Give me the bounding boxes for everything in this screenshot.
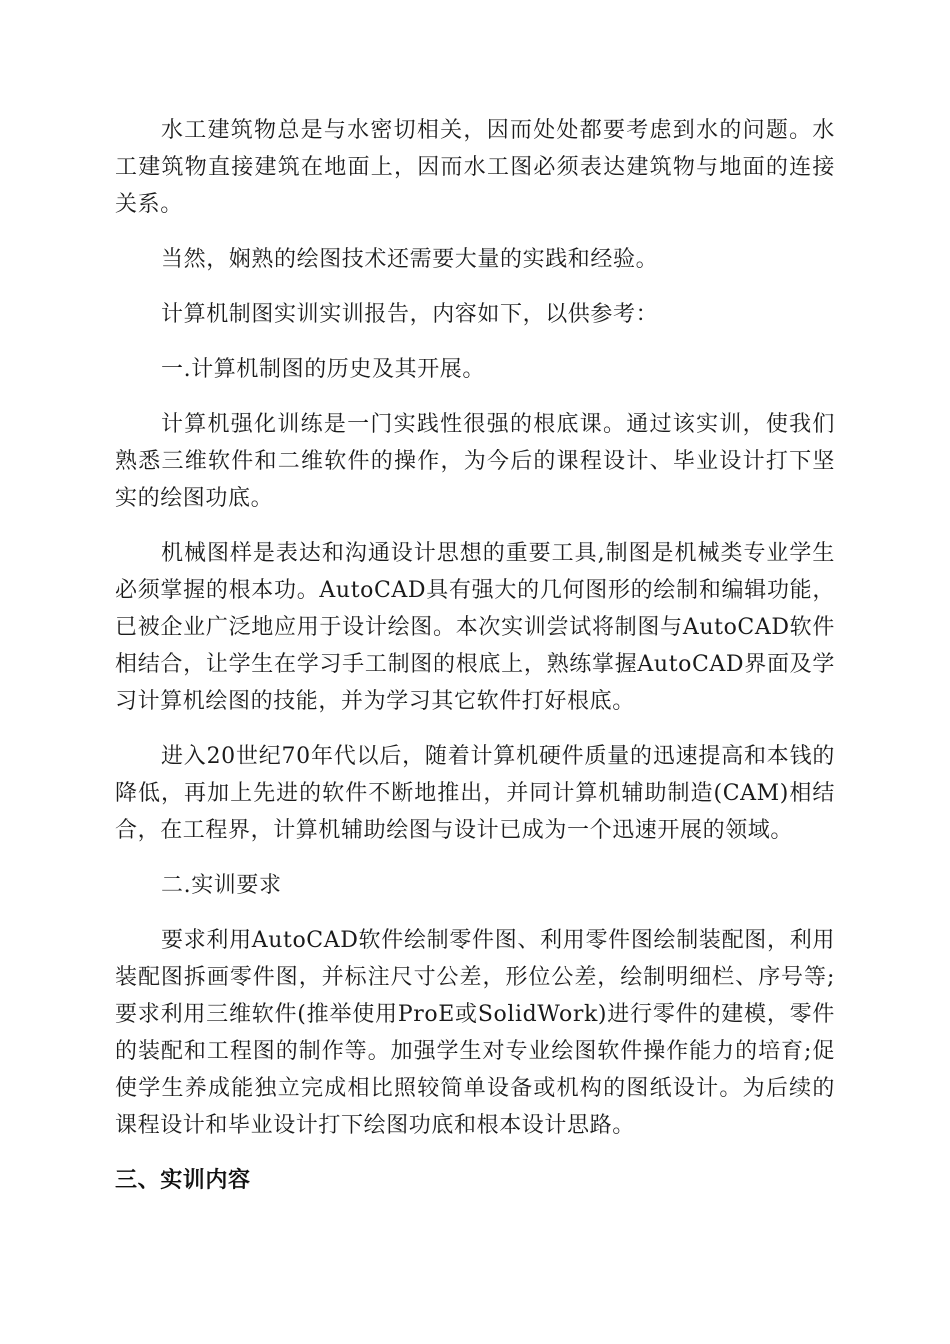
- document-body: [115, 112, 835, 1199]
- paragraph-section-one-title: 一.计算机制图的历史及其开展。: [161, 357, 485, 382]
- paragraph-training-requirements: 要求利用AutoCAD软件绘制零件图、利用零件图绘制装配图，利用装配图拆画零件图，并标注尺寸公差，形位公差，绘制明细栏、序号等;要求利用三维软件(推举使用ProE或SolidWork)进行零件的建模，零件的装配和工程图的制作等。加强学生对专业绘图软件操作能力的培育;促使学生养成能独立完成相比照较简单设备或机构的图纸设计。为后续的课程设计和毕业设计打下绘图功底和根本设计思路。: [115, 928, 835, 1138]
- paragraph-training-purpose: 计算机强化训练是一门实践性很强的根底课。通过该实训，使我们熟悉三维软件和二维软件的操作，为今后的课程设计、毕业设计打下坚实的绘图功底。: [115, 412, 835, 511]
- paragraph-autocad-intro: 机械图样是表达和沟通设计思想的重要工具,制图是机械类专业学生必须掌握的根本功。AutoCAD具有强大的几何图形的绘制和编辑功能，已被企业广泛地应用于设计绘图。本次实训尝试将制图与AutoCAD软件相结合，让学生在学习手工制图的根底上，熟练掌握AutoCAD界面及学习计算机绘图的技能，并为学习其它软件打好根底。: [115, 541, 835, 714]
- paragraph-section-two-title: 二.实训要求: [161, 873, 282, 898]
- section-heading-training-content: 三、实训内容: [115, 1168, 251, 1193]
- paragraph-cad-history: 进入20世纪70年代以后，随着计算机硬件质量的迅速提高和本钱的降低，再加上先进的软件不断地推出，并同计算机辅助制造(CAM)相结合，在工程界，计算机辅助绘图与设计已成为一个迅速开展的领域。: [115, 744, 835, 843]
- paragraph-report-intro: 计算机制图实训实训报告，内容如下，以供参考：: [161, 302, 659, 327]
- paragraph-drawing-skill: 当然，娴熟的绘图技术还需要大量的实践和经验。: [161, 247, 659, 272]
- paragraph-hydraulic-structures: 水工建筑物总是与水密切相关，因而处处都要考虑到水的问题。水工建筑物直接建筑在地面上，因而水工图必须表达建筑物与地面的连接关系。: [115, 118, 835, 217]
